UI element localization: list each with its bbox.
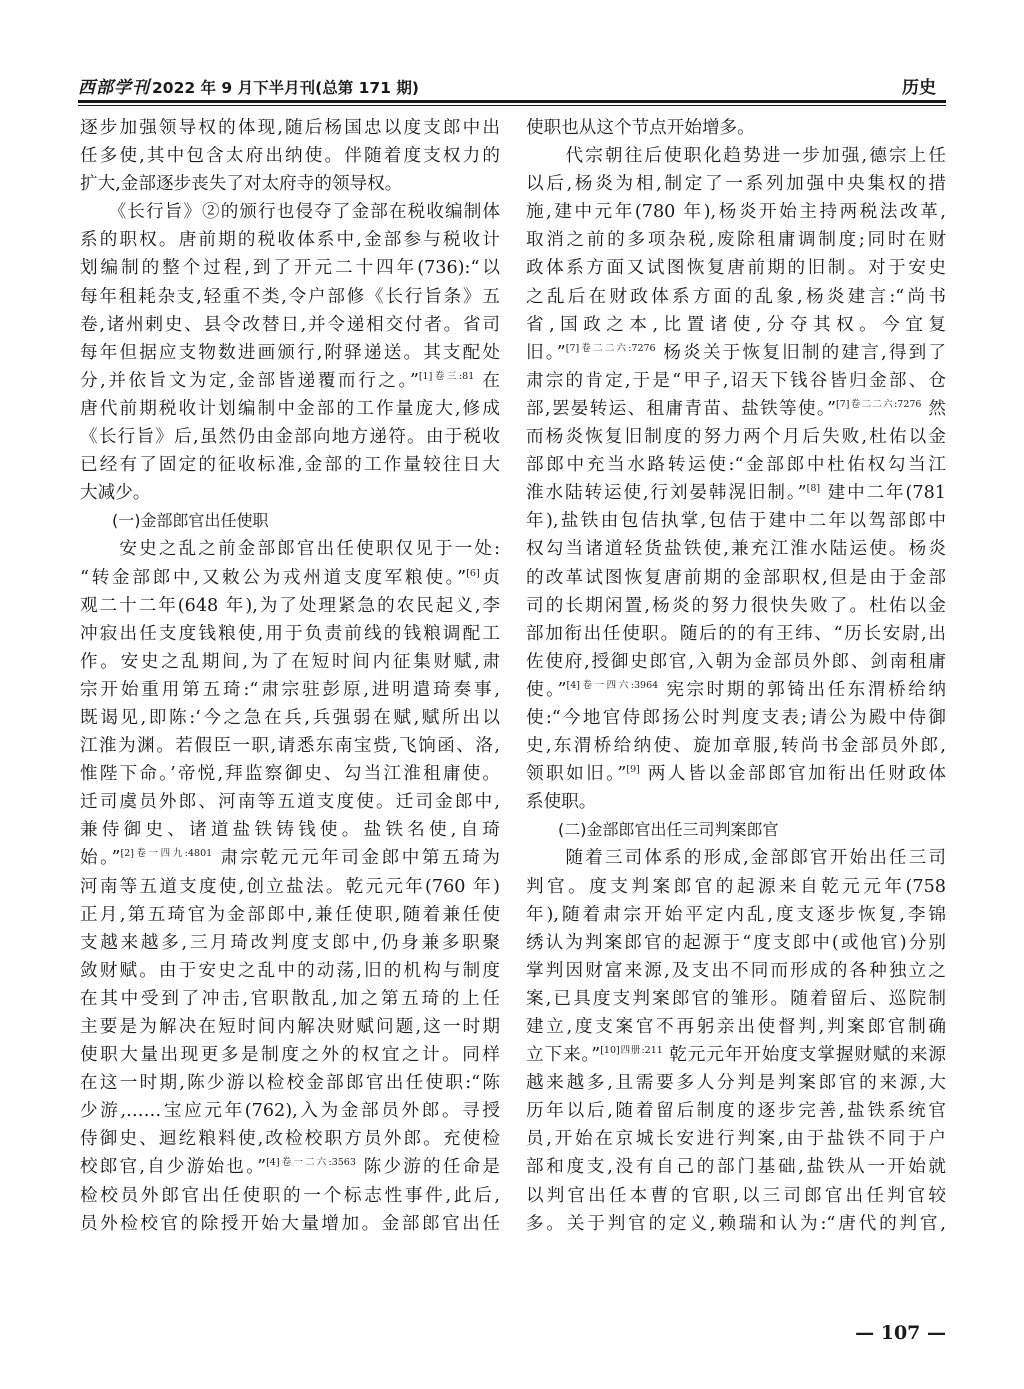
line-text: 部,罢晏转运、租庸青苗、盐铁等使。” — [526, 398, 836, 419]
text-line — [80, 592, 500, 620]
line-text: 唐代前期税收计划编制中金部的工作量庞大,修成 — [80, 398, 500, 419]
line-text: 逐步加强领导权的体现,随后杨国忠以度支郎中出 — [80, 118, 500, 138]
text-line — [526, 1182, 946, 1210]
line-text: 扩大,金部逐步丧失了对太府寺的领导权。 — [80, 174, 403, 195]
line-text: 兼侍御史、诸道盐铁铸钱使。盐铁名使,自琦 — [80, 820, 500, 841]
line-text: 主要是为解决在短时间内解决财赋问题,这一时期 — [80, 1017, 500, 1037]
line-text: 省,国政之本,比置诸使,分夺其权。今宜复 — [526, 314, 946, 335]
text-line — [80, 929, 500, 957]
text-line — [526, 451, 946, 479]
line-text: 司的长期闲置,杨炎的努力很快失败了。杜佑以金 — [526, 595, 946, 616]
citation-ref: [8] — [806, 483, 821, 495]
line-text: 施,建中元年(780 年),杨炎开始主持两税法改革, — [526, 202, 946, 223]
line-text: 取消之前的多项杂税,废除租庸调制度;同时在财 — [526, 230, 946, 251]
text-line — [80, 367, 500, 395]
text-line — [526, 395, 946, 423]
citation-ref: [10]四册:211 — [600, 1045, 663, 1057]
text-line — [526, 423, 946, 451]
line-text: 系使职。 — [526, 792, 597, 813]
line-text: 员外检校官的除授开始大量增加。金部郎官出任 — [80, 1213, 500, 1234]
line-text: 卷,诸州剌史、县令改替日,并令递相交付者。省司 — [80, 314, 500, 335]
text-line — [526, 254, 946, 282]
line-text: 旧。” — [526, 342, 566, 363]
line-text: 随着三司体系的形成,金部郎官开始出任三司 — [526, 848, 946, 869]
text-line — [80, 704, 500, 732]
line-text: 使职大量出现更多是制度之外的权宜之计。同样 — [80, 1045, 500, 1066]
line-text: “转金部郎中,又敕公为戎州道支度军粮使。” — [80, 567, 467, 588]
line-text: 《长行旨》②的颁行也侵夺了金部在税收编制体 — [80, 202, 500, 223]
text-line — [526, 564, 946, 592]
text-line — [526, 339, 946, 367]
line-text: 作。安史之乱期间,为了在短时间内征集财赋,肃 — [80, 651, 500, 672]
line-text-continued: 肃宗乾元元年司金郎中第五琦为 — [212, 848, 500, 869]
line-text: 始。” — [80, 848, 121, 869]
text-line — [526, 1125, 946, 1153]
text-line — [80, 1097, 500, 1125]
text-line — [80, 844, 500, 872]
line-text: 使职也从这个节点开始增多。 — [526, 118, 755, 138]
line-text: 敛财赋。由于安史之乱中的动荡,旧的机构与制度 — [80, 960, 500, 981]
text-line — [80, 901, 500, 929]
text-line — [526, 1210, 946, 1238]
line-text: 大减少。 — [80, 483, 151, 504]
line-text: 的改革试图恢复唐前期的金部职权,但是由于金部 — [526, 567, 946, 588]
line-text: 河南等五道支度使,创立盐法。乾元元年(760 年) — [80, 876, 500, 897]
text-line — [526, 592, 946, 620]
text-line — [526, 1013, 946, 1041]
text-line — [80, 732, 500, 760]
text-line — [80, 957, 500, 985]
text-line — [526, 142, 946, 170]
text-line — [526, 929, 946, 957]
line-text-continued: 乾元元年开始度支掌握财赋的来源 — [662, 1045, 946, 1066]
line-text: 校郎官,自少游始也。” — [80, 1157, 267, 1178]
line-text: 安史之乱之前金部郎官出任使职仅见于一处: — [80, 539, 500, 560]
text-line — [526, 507, 946, 535]
text-line — [80, 254, 500, 282]
line-text: 判官。度支判案郎官的起源来自乾元元年(758 — [526, 876, 946, 897]
section-heading — [526, 816, 946, 844]
line-text: 政体系方面又试图恢复唐前期的旧制。对于安史 — [526, 258, 946, 279]
text-line — [80, 1069, 500, 1097]
text-line — [526, 170, 946, 198]
line-text: 侍御史、迴纥粮料使,改检校职方员外郎。充使检 — [80, 1129, 500, 1150]
line-text: 员,开始在京城长安进行判案,由于盐铁不同于户 — [526, 1129, 946, 1150]
text-line — [80, 395, 500, 423]
text-line — [526, 1069, 946, 1097]
line-text: 任多使,其中包含太府出纳使。伴随着度支权力的 — [80, 146, 500, 167]
line-text: 案,已具度支判案郎官的雏形。随着留后、巡院制 — [526, 988, 946, 1009]
line-text: 建立,度支案官不再躬亲出使督判,判案郎官制确 — [526, 1017, 946, 1037]
text-line — [526, 114, 946, 142]
line-text: 观二十二年(648 年),为了处理紧急的农民起义,李 — [80, 595, 500, 616]
text-line — [80, 142, 500, 170]
citation-ref: [4]卷一二六:3563 — [266, 1157, 356, 1169]
line-text: 宗开始重用第五琦:“肃宗驻彭原,进明遣琦奏事, — [80, 679, 500, 700]
line-text: 江淮为渊。若假臣一职,请悉东南宝赀,飞饷函、洛, — [80, 736, 500, 757]
line-text: 在其中受到了冲击,官职散乱,加之第五琦的上任 — [80, 988, 500, 1009]
text-line — [80, 620, 500, 648]
header-rule-thin — [78, 105, 946, 106]
citation-ref: [4]卷一四六:3964 — [566, 680, 659, 692]
line-text: 支越来越多,三月琦改判度支郎中,仍身兼多职聚 — [80, 932, 500, 953]
line-text: 绣认为判案郎官的起源于“度支郎中(或他官)分别 — [526, 932, 946, 953]
page-number: — 107 — — [855, 1322, 946, 1344]
line-text-continued: 然 — [921, 398, 946, 419]
line-text: 而杨炎恢复旧制度的努力两个月后失败,杜佑以金 — [526, 427, 946, 448]
line-text: 既谒见,即陈:‘今之急在兵,兵强弱在赋,赋所出以 — [80, 707, 500, 728]
line-text: 史,东渭桥给纳使、旋加章服,转尚书金部员外郎, — [526, 736, 946, 757]
text-line — [80, 648, 500, 676]
line-text: 肃宗的肯定,于是“甲子,诏天下钱谷皆归金部、仓 — [526, 370, 946, 391]
text-line — [526, 676, 946, 704]
text-line — [80, 1041, 500, 1069]
line-text: 掌判因财富来源,及支出不同而形成的各种独立之 — [526, 960, 946, 981]
line-text: 年),随着肃宗开始平定内乱,度支逐步恢复,李锦 — [526, 904, 946, 925]
line-text: 冲寂出任支度钱粮使,用于负责前线的钱粮调配工 — [80, 623, 500, 644]
left-column — [80, 114, 500, 1238]
text-line — [526, 1097, 946, 1125]
text-line — [80, 873, 500, 901]
text-line — [80, 198, 500, 226]
line-text: 部郎中充当水路转运使:“金部郎中杜佑权勾当江 — [526, 455, 946, 476]
text-line — [80, 1210, 500, 1238]
line-text: 部和度支,没有自己的部门基础,盐铁从一开始就 — [526, 1157, 946, 1178]
text-line — [80, 226, 500, 254]
line-text: 越来越多,且需要多人分判是判案郎官的来源,大 — [526, 1073, 946, 1094]
line-text-continued: 宪宗时期的郭锜出任东渭桥给纳 — [658, 679, 946, 700]
text-line — [526, 535, 946, 563]
line-text: 《长行旨》后,虽然仍由金部向地方递符。由于税收 — [80, 427, 500, 448]
text-line — [80, 479, 500, 507]
line-text: 每年租耗杂支,轻重不类,令户部修《长行旨条》五 — [80, 286, 500, 307]
text-line — [526, 198, 946, 226]
line-text: 少游,……宝应元年(762),入为金部员外郎。寻授 — [80, 1101, 500, 1122]
text-line — [80, 1153, 500, 1181]
text-line — [526, 957, 946, 985]
line-text: 迁司虞员外郎、河南等五道支度使。迁司金郎中, — [80, 792, 500, 813]
citation-ref: [7]卷二二六:7276 — [835, 399, 922, 411]
journal-info — [78, 73, 419, 98]
text-line — [80, 1125, 500, 1153]
line-text: 使。” — [526, 679, 567, 700]
text-line — [526, 1041, 946, 1069]
text-line — [80, 788, 500, 816]
line-text-continued: 杨炎关于恢复旧制的建言,得到了 — [655, 342, 946, 363]
text-line — [526, 283, 946, 311]
citation-ref: [7]卷二二六:7276 — [565, 342, 656, 354]
text-line — [526, 985, 946, 1013]
text-line — [80, 564, 500, 592]
line-text-continued: 两人皆以金部郎官加衔出任财政体 — [639, 764, 946, 785]
line-text: 分,并依旨文为定,金部皆递覆而行之。” — [80, 370, 419, 391]
text-line — [80, 985, 500, 1013]
text-line — [80, 283, 500, 311]
line-text: 已经有了固定的征收标准,金部的工作量较往日大 — [80, 455, 500, 476]
line-text: 以判官出任本曹的官职,以三司郎官出任判官较 — [526, 1185, 946, 1206]
line-text: (一)金部郎官出任使职 — [80, 511, 269, 531]
line-text: 佐使府,授御史郎官,入朝为金部员外郎、剑南租庸 — [526, 651, 946, 672]
line-text-continued: 贞 — [479, 567, 500, 588]
line-text: 在这一时期,陈少游以检校金部郎官出任使职:“陈 — [80, 1073, 500, 1094]
line-text: 检校员外郎官出任使职的一个标志性事件,此后, — [80, 1185, 500, 1206]
section-heading — [80, 507, 500, 535]
text-line — [526, 901, 946, 929]
line-text: 领职如旧。” — [526, 764, 627, 785]
text-line — [80, 1013, 500, 1041]
text-line — [80, 423, 500, 451]
text-line — [526, 704, 946, 732]
citation-ref: [1]卷三:81 — [418, 370, 475, 382]
text-line — [80, 339, 500, 367]
line-text: 立下来。” — [526, 1045, 601, 1066]
line-text-continued: 建中二年(781 — [820, 483, 946, 504]
journal-logo: 西部学刊 — [78, 78, 150, 98]
line-text: 惟陛下命。’帝悦,拜监察御史、勾当江淮租庸使。 — [80, 764, 500, 785]
citation-ref: [2]卷一四九:4801 — [120, 848, 213, 860]
text-line — [80, 1182, 500, 1210]
text-line — [526, 648, 946, 676]
text-line — [80, 760, 500, 788]
text-line — [80, 676, 500, 704]
text-line — [526, 479, 946, 507]
text-line — [526, 311, 946, 339]
line-text: 历年以后,随着留后制度的逐步完善,盐铁系统官 — [526, 1101, 946, 1122]
text-line — [80, 170, 500, 198]
text-line — [526, 620, 946, 648]
line-text: 权勾当诸道轻货盐铁使,兼充江淮水陆运使。杨炎 — [526, 539, 946, 560]
right-column — [526, 114, 946, 1238]
text-line — [526, 788, 946, 816]
line-text: 使:“今地官侍郎扬公时判度支表;请公为殿中侍御 — [526, 707, 946, 728]
text-line — [80, 816, 500, 844]
line-text: 划编制的整个过程,到了开元二十四年(736):“以 — [80, 258, 500, 279]
line-text-continued: 陈少游的任命是 — [355, 1157, 500, 1178]
line-text: 部加衔出任使职。随后的的有王纬、“历长安尉,出 — [526, 623, 946, 644]
section-label: 历史 — [902, 78, 936, 98]
line-text: 系的职权。唐前期的税收体系中,金部参与税收计 — [80, 230, 500, 251]
running-header — [78, 76, 946, 98]
text-line — [526, 367, 946, 395]
text-line — [526, 844, 946, 872]
line-text: (二)金部郎官出任三司判案郎官 — [526, 820, 779, 840]
issue-label: 2022 年 9 月下半月刊(总第 171 期) — [152, 79, 419, 97]
line-text: 年),盐铁由包佶执掌,包佶于建中二年以驾部郎中 — [526, 511, 946, 532]
text-line — [526, 226, 946, 254]
line-text: 以后,杨炎为相,制定了一系列加强中央集权的措 — [526, 174, 946, 195]
text-line — [526, 1153, 946, 1181]
line-text: 多。关于判官的定义,赖瑞和认为:“唐代的判官, — [526, 1213, 946, 1234]
text-line — [80, 311, 500, 339]
text-line — [80, 114, 500, 142]
text-line — [80, 535, 500, 563]
line-text: 每年但据应支物数进画颁行,附驿递送。其支配处 — [80, 342, 500, 363]
citation-ref: [6] — [466, 567, 480, 579]
line-text: 正月,第五琦官为金部郎中,兼任使职,随着兼任使 — [80, 904, 500, 925]
text-line — [526, 732, 946, 760]
header-rule-thick — [78, 100, 946, 103]
line-text: 代宗朝往后使职化趋势进一步加强,德宗上任 — [526, 146, 946, 167]
text-line — [526, 873, 946, 901]
line-text: 之乱后在财政体系方面的乱象,杨炎建言:“尚书 — [526, 286, 946, 307]
citation-ref: [9] — [626, 764, 640, 776]
line-text: 淮水陆转运使,行刘晏韩滉旧制。” — [526, 483, 807, 504]
line-text-continued: 在 — [474, 370, 500, 391]
text-line — [80, 451, 500, 479]
text-line — [526, 760, 946, 788]
